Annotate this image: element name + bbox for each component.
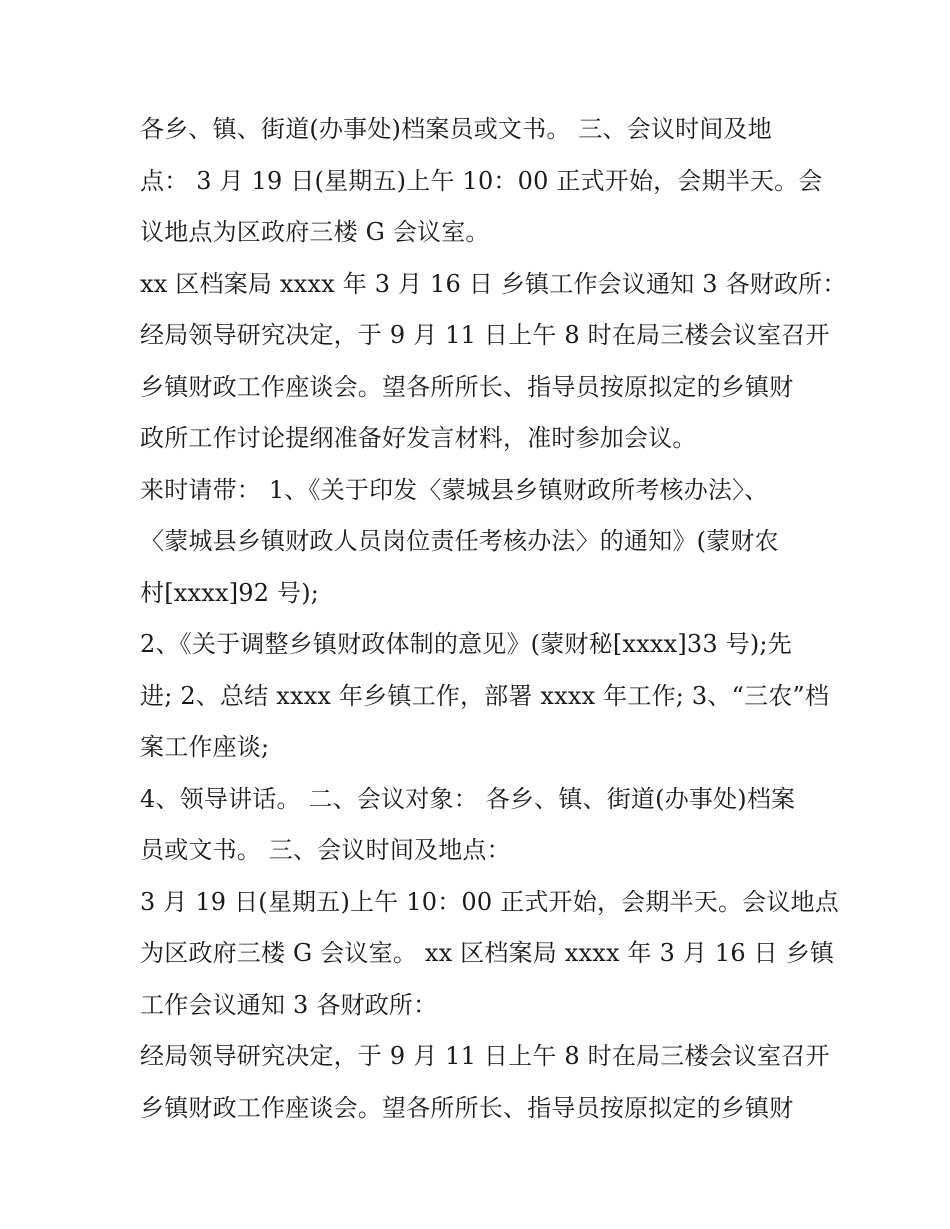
text-line: 员或文书。 三、会议时间及地点： — [140, 836, 511, 864]
text-line: xx 区档案局 xxxx 年 3 月 16 日 乡镇工作会议通知 3 各财政所： — [140, 269, 847, 298]
text-line: 点： 3 月 19 日(星期五)上午 10：00 正式开始，会期半天。会 — [140, 166, 823, 195]
text-line: 村[xxxx]92 号); — [140, 578, 320, 607]
text-line: 进; 2、总结 xxxx 年乡镇工作，部署 xxxx 年工作; 3、“三农”档 — [140, 681, 830, 710]
text-line: 来时请带： 1、《关于印发〈蒙城县乡镇财政所考核办法〉、 — [140, 475, 769, 504]
text-line: 经局领导研究决定，于 9 月 11 日上午 8 时在局三楼会议室召开 — [140, 321, 830, 349]
text-line: 经局领导研究决定，于 9 月 11 日上午 8 时在局三楼会议室召开 — [140, 1042, 830, 1070]
document-body — [140, 104, 847, 1134]
text-line: 乡镇财政工作座谈会。望各所所长、指导员按原拟定的乡镇财 — [140, 372, 794, 401]
text-line: 各乡、镇、街道(办事处)档案员或文书。 三、会议时间及地 — [140, 115, 772, 143]
text-line: 为区政府三楼 G 会议室。 xx 区档案局 xxxx 年 3 月 16 日 乡镇 — [140, 939, 835, 967]
text-line: 2、《关于调整乡镇财政体制的意见》(蒙财秘[xxxx]33 号);先 — [140, 630, 792, 658]
text-line: 乡镇财政工作座谈会。望各所所长、指导员按原拟定的乡镇财 — [140, 1093, 794, 1122]
text-line: 议地点为区政府三楼 G 会议室。 — [140, 218, 490, 246]
text-line: 工作会议通知 3 各财政所： — [140, 990, 438, 1019]
text-line: 〈蒙城县乡镇财政人员岗位责任考核办法〉的通知》(蒙财农 — [140, 527, 779, 555]
text-line: 4、领导讲话。 二、会议对象： 各乡、镇、街道(办事处)档案 — [140, 784, 796, 813]
text-line: 政所工作讨论提纲准备好发言材料，准时参加会议。 — [140, 424, 697, 452]
text-line: 案工作座谈; — [140, 733, 270, 761]
text-line: 3 月 19 日(星期五)上午 10：00 正式开始，会期半天。会议地点 — [140, 887, 839, 916]
